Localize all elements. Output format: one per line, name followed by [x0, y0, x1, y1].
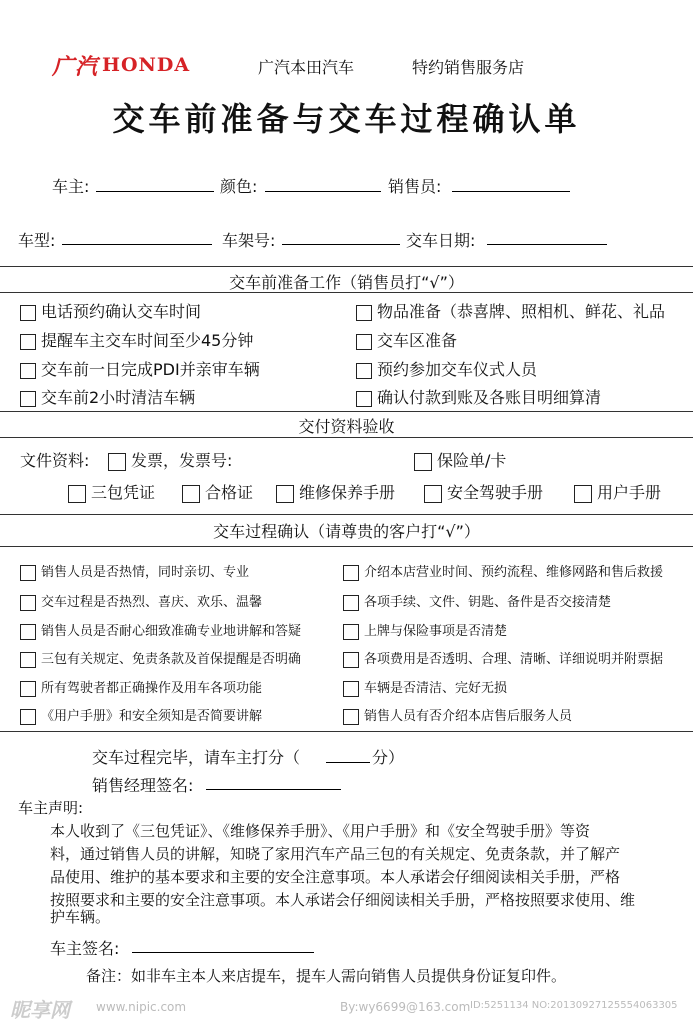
confirm-item[interactable]: 交车过程是否热烈、喜庆、欢乐、温馨: [20, 591, 262, 611]
rating-suffix: 分）: [372, 748, 405, 767]
checklist-item[interactable]: 交车区准备: [356, 328, 457, 351]
divider: [0, 437, 693, 438]
checkbox[interactable]: [20, 709, 36, 725]
confirm-item[interactable]: 所有驾驶者都正确操作及用车各项功能: [20, 677, 262, 697]
checklist-item[interactable]: 确认付款到账及各账目明细算清: [356, 385, 601, 408]
checkbox[interactable]: [343, 624, 359, 640]
declaration-line: 按照要求和主要的安全注意事项。本人承诺会仔细阅读相关手册，严格按照要求使用、维: [50, 891, 636, 909]
checklist-item[interactable]: 交车前2小时清洁车辆: [20, 385, 195, 408]
section2-title: 交付资料验收: [298, 417, 395, 436]
checkbox[interactable]: [343, 595, 359, 611]
divider: [0, 266, 693, 267]
checkbox[interactable]: [20, 363, 36, 379]
doc-item[interactable]: 合格证: [182, 480, 253, 503]
doc-item[interactable]: 用户手册: [574, 480, 661, 503]
checkbox[interactable]: [20, 334, 36, 350]
confirm-item[interactable]: 销售人员是否耐心细致准确专业地讲解和答疑: [20, 620, 301, 640]
brand-logo-en: HONDA: [102, 54, 191, 76]
checkbox[interactable]: [108, 453, 126, 471]
checkbox[interactable]: [356, 391, 372, 407]
checkbox[interactable]: [182, 485, 200, 503]
checkbox[interactable]: [20, 624, 36, 640]
checklist-item[interactable]: 提醒车主交车时间至少45分钟: [20, 328, 253, 351]
checkbox[interactable]: [343, 681, 359, 697]
checkbox[interactable]: [20, 391, 36, 407]
note-text: 备注：如非车主本人来店提车，提车人需向销售人员提供身份证复印件。: [86, 967, 567, 985]
checklist-item[interactable]: 交车前一日完成PDI并亲审车辆: [20, 357, 260, 380]
owner-field[interactable]: [96, 191, 214, 192]
checkbox[interactable]: [424, 485, 442, 503]
checkbox[interactable]: [343, 565, 359, 581]
date-label: 交车日期:: [406, 231, 476, 250]
brand-logo-cn: 广汽: [52, 55, 99, 80]
declaration-line: 品使用、维护的基本要求和主要的安全注意事项。本人承诺会仔细阅读相关手册，严格: [50, 868, 621, 886]
declaration-line: 本人收到了《三包凭证》、《维修保养手册》、《用户手册》和《安全驾驶手册》等资: [50, 822, 591, 840]
divider: [0, 514, 693, 515]
watermark-site: www.nipic.com: [96, 1000, 187, 1014]
page-title: 交车前准备与交车过程确认单: [112, 100, 581, 138]
color-label: 颜色:: [220, 177, 258, 196]
checkbox[interactable]: [343, 709, 359, 725]
checkbox[interactable]: [414, 453, 432, 471]
model-label: 车型:: [18, 231, 56, 250]
insurance-item[interactable]: 保险单/卡: [414, 448, 506, 471]
vin-field[interactable]: [282, 244, 400, 245]
color-field[interactable]: [265, 191, 381, 192]
confirm-item[interactable]: 各项费用是否透明、合理、清晰、详细说明并附票据: [343, 648, 663, 668]
docs-label: 文件资料:: [20, 451, 90, 470]
doc-item[interactable]: 三包凭证: [68, 480, 155, 503]
checkbox[interactable]: [343, 652, 359, 668]
confirm-item[interactable]: 各项手续、文件、钥匙、备件是否交接清楚: [343, 591, 611, 611]
store-type: 特约销售服务店: [412, 58, 525, 77]
checkbox[interactable]: [276, 485, 294, 503]
checkbox[interactable]: [356, 363, 372, 379]
checkbox[interactable]: [20, 595, 36, 611]
manager-label: 销售经理签名:: [92, 776, 194, 795]
checkbox[interactable]: [20, 305, 36, 321]
checkbox[interactable]: [20, 681, 36, 697]
owner-label: 车主:: [52, 177, 90, 196]
checkbox[interactable]: [20, 652, 36, 668]
checkbox[interactable]: [574, 485, 592, 503]
checkbox[interactable]: [356, 305, 372, 321]
watermark-logo: 昵享网: [10, 998, 70, 1022]
doc-item[interactable]: 维修保养手册: [276, 480, 395, 503]
doc-item[interactable]: 安全驾驶手册: [424, 480, 543, 503]
confirm-item[interactable]: 销售人员是否热情，同时亲切、专业: [20, 561, 249, 581]
confirm-item[interactable]: 销售人员有否介绍本店售后服务人员: [343, 705, 572, 725]
section1-title: 交车前准备工作（销售员打“√”）: [229, 273, 464, 292]
watermark-author: By:wy6699@163.com: [340, 1000, 471, 1014]
date-field[interactable]: [487, 244, 607, 245]
model-field[interactable]: [62, 244, 212, 245]
confirm-item[interactable]: 车辆是否清洁、完好无损: [343, 677, 507, 697]
checklist-item[interactable]: 预约参加交车仪式人员: [356, 357, 537, 380]
declaration-title: 车主声明:: [18, 799, 84, 817]
divider: [0, 411, 693, 412]
confirm-item[interactable]: 介绍本店营业时间、预约流程、维修网路和售后救援: [343, 561, 663, 581]
owner-signature-label: 车主签名:: [50, 939, 120, 958]
checklist-item[interactable]: 电话预约确认交车时间: [20, 299, 201, 322]
checkbox[interactable]: [20, 565, 36, 581]
owner-signature-field[interactable]: [132, 952, 314, 953]
declaration-line: 料，通过销售人员的讲解，知晓了家用汽车产品三包的有关规定、免责条款，并了解产: [50, 845, 621, 863]
divider: [0, 731, 693, 732]
sales-field[interactable]: [452, 191, 570, 192]
confirm-item[interactable]: 上牌与保险事项是否清楚: [343, 620, 507, 640]
invoice-item[interactable]: 发票，发票号:: [108, 448, 232, 471]
divider: [0, 292, 693, 293]
manager-signature-field[interactable]: [206, 789, 341, 790]
score-field[interactable]: [326, 762, 370, 763]
confirm-item[interactable]: 三包有关规定、免责条款及首保提醒是否明确: [20, 648, 301, 668]
declaration-line: 护车辆。: [50, 908, 111, 926]
company-name: 广汽本田汽车: [258, 58, 355, 77]
vin-label: 车架号:: [222, 231, 276, 250]
confirm-item[interactable]: 《用户手册》和安全须知是否简要讲解: [20, 705, 262, 725]
checkbox[interactable]: [68, 485, 86, 503]
checkbox[interactable]: [356, 334, 372, 350]
divider: [0, 546, 693, 547]
checklist-item[interactable]: 物品准备（恭喜牌、照相机、鲜花、礼品: [356, 299, 665, 322]
rating-prefix: 交车过程完毕，请车主打分（: [92, 748, 301, 767]
watermark-id: ID:5251134 NO:20130927125554063305: [470, 1000, 678, 1011]
section3-title: 交车过程确认（请尊贵的客户打“√”）: [213, 522, 480, 541]
sales-label: 销售员:: [388, 177, 442, 196]
